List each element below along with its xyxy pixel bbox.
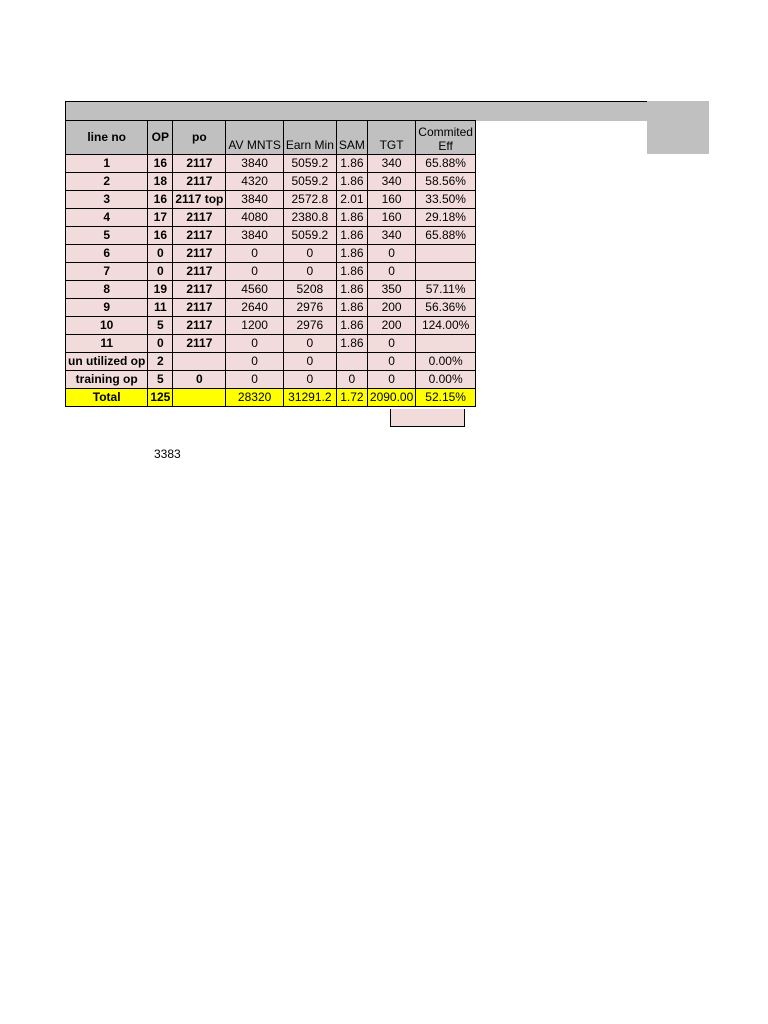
cell-earn-min[interactable]: 0 [283,371,336,389]
cell-commited-eff[interactable]: 0.00% [416,353,476,371]
cell-sam[interactable]: 1.86 [336,173,367,191]
cell-tgt[interactable]: 200 [367,317,415,335]
cell-po[interactable]: 2117 [173,263,226,281]
table-row [66,353,476,371]
cell-po[interactable]: 2117 [173,317,226,335]
cell-earn-min[interactable]: 0 [283,263,336,281]
cell-op[interactable]: 16 [148,155,173,173]
cell-sam[interactable]: 1.86 [336,317,367,335]
header-earn-min[interactable]: Earn Min [283,121,336,155]
cell-av-mnts[interactable]: 3840 [226,227,283,245]
cell-po[interactable]: 2117 [173,281,226,299]
cell-line[interactable]: 9 [66,299,148,317]
cell-sam[interactable]: 1.86 [336,227,367,245]
cell-line[interactable]: 10 [66,317,148,335]
cell-tgt[interactable]: 340 [367,173,415,191]
cell-sam[interactable]: 1.86 [336,335,367,353]
table-row [66,371,476,389]
cell-commited-eff[interactable]: 65.88% [416,227,476,245]
cell-commited-eff[interactable]: 58.56% [416,173,476,191]
cell-av-mnts[interactable]: 4320 [226,173,283,191]
cell-sam[interactable]: 2.01 [336,191,367,209]
cell-tgt[interactable]: 350 [367,281,415,299]
table-row [66,245,476,263]
total-row [66,389,476,407]
cell-sam[interactable]: 0 [336,371,367,389]
total-tgt[interactable]: 2090.00 [367,389,415,407]
cell-sam[interactable]: 1.86 [336,155,367,173]
table-row [66,155,476,173]
cell-commited-eff[interactable] [416,335,476,353]
cell-po[interactable]: 2117 [173,245,226,263]
cell-sam[interactable]: 1.86 [336,209,367,227]
cell-op[interactable]: 17 [148,209,173,227]
cell-earn-min[interactable]: 5208 [283,281,336,299]
cell-line[interactable]: 11 [66,335,148,353]
cell-line[interactable]: 7 [66,263,148,281]
cell-commited-eff[interactable]: 124.00% [416,317,476,335]
cell-tgt[interactable]: 0 [367,353,415,371]
total-earn-min[interactable]: 31291.2 [283,389,336,407]
cell-earn-min[interactable]: 0 [283,245,336,263]
note-value: 3383 [154,447,181,461]
cell-line[interactable]: 3 [66,191,148,209]
cell-commited-eff[interactable]: 29.18% [416,209,476,227]
cell-po[interactable]: 2117 [173,209,226,227]
cell-po[interactable]: 2117 top [173,191,226,209]
cell-earn-min[interactable]: 5059.2 [283,173,336,191]
cell-earn-min[interactable]: 0 [283,353,336,371]
cell-line[interactable]: training op [66,371,148,389]
cell-sam[interactable]: 1.86 [336,263,367,281]
cell-po[interactable] [173,353,226,371]
table-row [66,299,476,317]
cell-op[interactable]: 18 [148,173,173,191]
cell-commited-eff[interactable]: 0.00% [416,371,476,389]
cell-sam[interactable]: 1.86 [336,281,367,299]
cell-po[interactable]: 0 [173,371,226,389]
cell-av-mnts[interactable]: 3840 [226,155,283,173]
cell-tgt[interactable]: 0 [367,245,415,263]
cell-sam[interactable]: 1.86 [336,299,367,317]
cell-line[interactable]: 8 [66,281,148,299]
cell-av-mnts[interactable]: 0 [226,245,283,263]
cell-commited-eff[interactable]: 33.50% [416,191,476,209]
empty-cell-below-earn-min[interactable] [390,409,465,427]
cell-line[interactable]: 1 [66,155,148,173]
cell-po[interactable]: 2117 [173,155,226,173]
cell-commited-eff[interactable]: 65.88% [416,155,476,173]
cell-op[interactable]: 16 [148,227,173,245]
cell-op[interactable]: 5 [148,371,173,389]
cell-op[interactable]: 2 [148,353,173,371]
total-sam[interactable]: 1.72 [336,389,367,407]
cell-earn-min[interactable]: 2572.8 [283,191,336,209]
cell-earn-min[interactable]: 2976 [283,317,336,335]
cell-op[interactable]: 16 [148,191,173,209]
cell-line[interactable]: 2 [66,173,148,191]
cell-op[interactable]: 0 [148,263,173,281]
cell-po[interactable]: 2117 [173,335,226,353]
cell-op[interactable]: 0 [148,245,173,263]
cell-commited-eff[interactable]: 56.36% [416,299,476,317]
cell-tgt[interactable]: 0 [367,371,415,389]
production-table [65,120,476,407]
cell-sam[interactable] [336,353,367,371]
cell-sam[interactable]: 1.86 [336,245,367,263]
header-av-mnts[interactable]: AV MNTS [226,121,283,155]
table-row [66,191,476,209]
cell-line[interactable]: 5 [66,227,148,245]
cell-earn-min[interactable]: 0 [283,335,336,353]
total-op[interactable]: 125 [148,389,173,407]
cell-tgt[interactable]: 340 [367,155,415,173]
header-sam[interactable]: SAM [336,121,367,155]
cell-av-mnts[interactable]: 2640 [226,299,283,317]
cell-av-mnts[interactable]: 0 [226,263,283,281]
table-row [66,173,476,191]
table-row [66,335,476,353]
table-row [66,317,476,335]
cell-earn-min[interactable]: 2380.8 [283,209,336,227]
table-row [66,209,476,227]
cell-op[interactable]: 0 [148,335,173,353]
cell-tgt[interactable]: 0 [367,335,415,353]
total-po[interactable] [173,389,226,407]
cell-line[interactable]: 4 [66,209,148,227]
header-tgt[interactable]: TGT [367,121,415,155]
header-line-no[interactable]: line no [66,121,148,155]
cell-commited-eff[interactable] [416,263,476,281]
cell-earn-min[interactable]: 2976 [283,299,336,317]
cell-av-mnts[interactable]: 3840 [226,191,283,209]
cell-av-mnts[interactable]: 1200 [226,317,283,335]
cell-av-mnts[interactable]: 4080 [226,209,283,227]
cell-commited-eff[interactable] [416,245,476,263]
table-row [66,281,476,299]
cell-po[interactable]: 2117 [173,299,226,317]
header-po[interactable]: po [173,121,226,155]
cell-op[interactable]: 19 [148,281,173,299]
cell-av-mnts[interactable]: 4560 [226,281,283,299]
cell-po[interactable]: 2117 [173,227,226,245]
cell-line[interactable]: 6 [66,245,148,263]
cell-line[interactable]: un utilized op [66,353,148,371]
cell-tgt[interactable]: 160 [367,191,415,209]
title-band [65,101,648,121]
cell-av-mnts[interactable]: 0 [226,353,283,371]
total-label[interactable]: Total [66,389,148,407]
title-band-extension [647,101,709,154]
cell-av-mnts[interactable]: 0 [226,371,283,389]
cell-po[interactable]: 2117 [173,173,226,191]
cell-earn-min[interactable]: 5059.2 [283,227,336,245]
cell-commited-eff[interactable]: 57.11% [416,281,476,299]
cell-op[interactable]: 11 [148,299,173,317]
table-row [66,227,476,245]
cell-op[interactable]: 5 [148,317,173,335]
table-row [66,263,476,281]
cell-tgt[interactable]: 340 [367,227,415,245]
header-row [66,121,476,155]
cell-tgt[interactable]: 0 [367,263,415,281]
cell-av-mnts[interactable]: 0 [226,335,283,353]
cell-tgt[interactable]: 160 [367,209,415,227]
total-av-mnts[interactable]: 28320 [226,389,283,407]
cell-tgt[interactable]: 200 [367,299,415,317]
total-commited-eff[interactable]: 52.15% [416,389,476,407]
cell-earn-min[interactable]: 5059.2 [283,155,336,173]
header-commited-eff[interactable]: Commited Eff [416,121,476,155]
header-op[interactable]: OP [148,121,173,155]
